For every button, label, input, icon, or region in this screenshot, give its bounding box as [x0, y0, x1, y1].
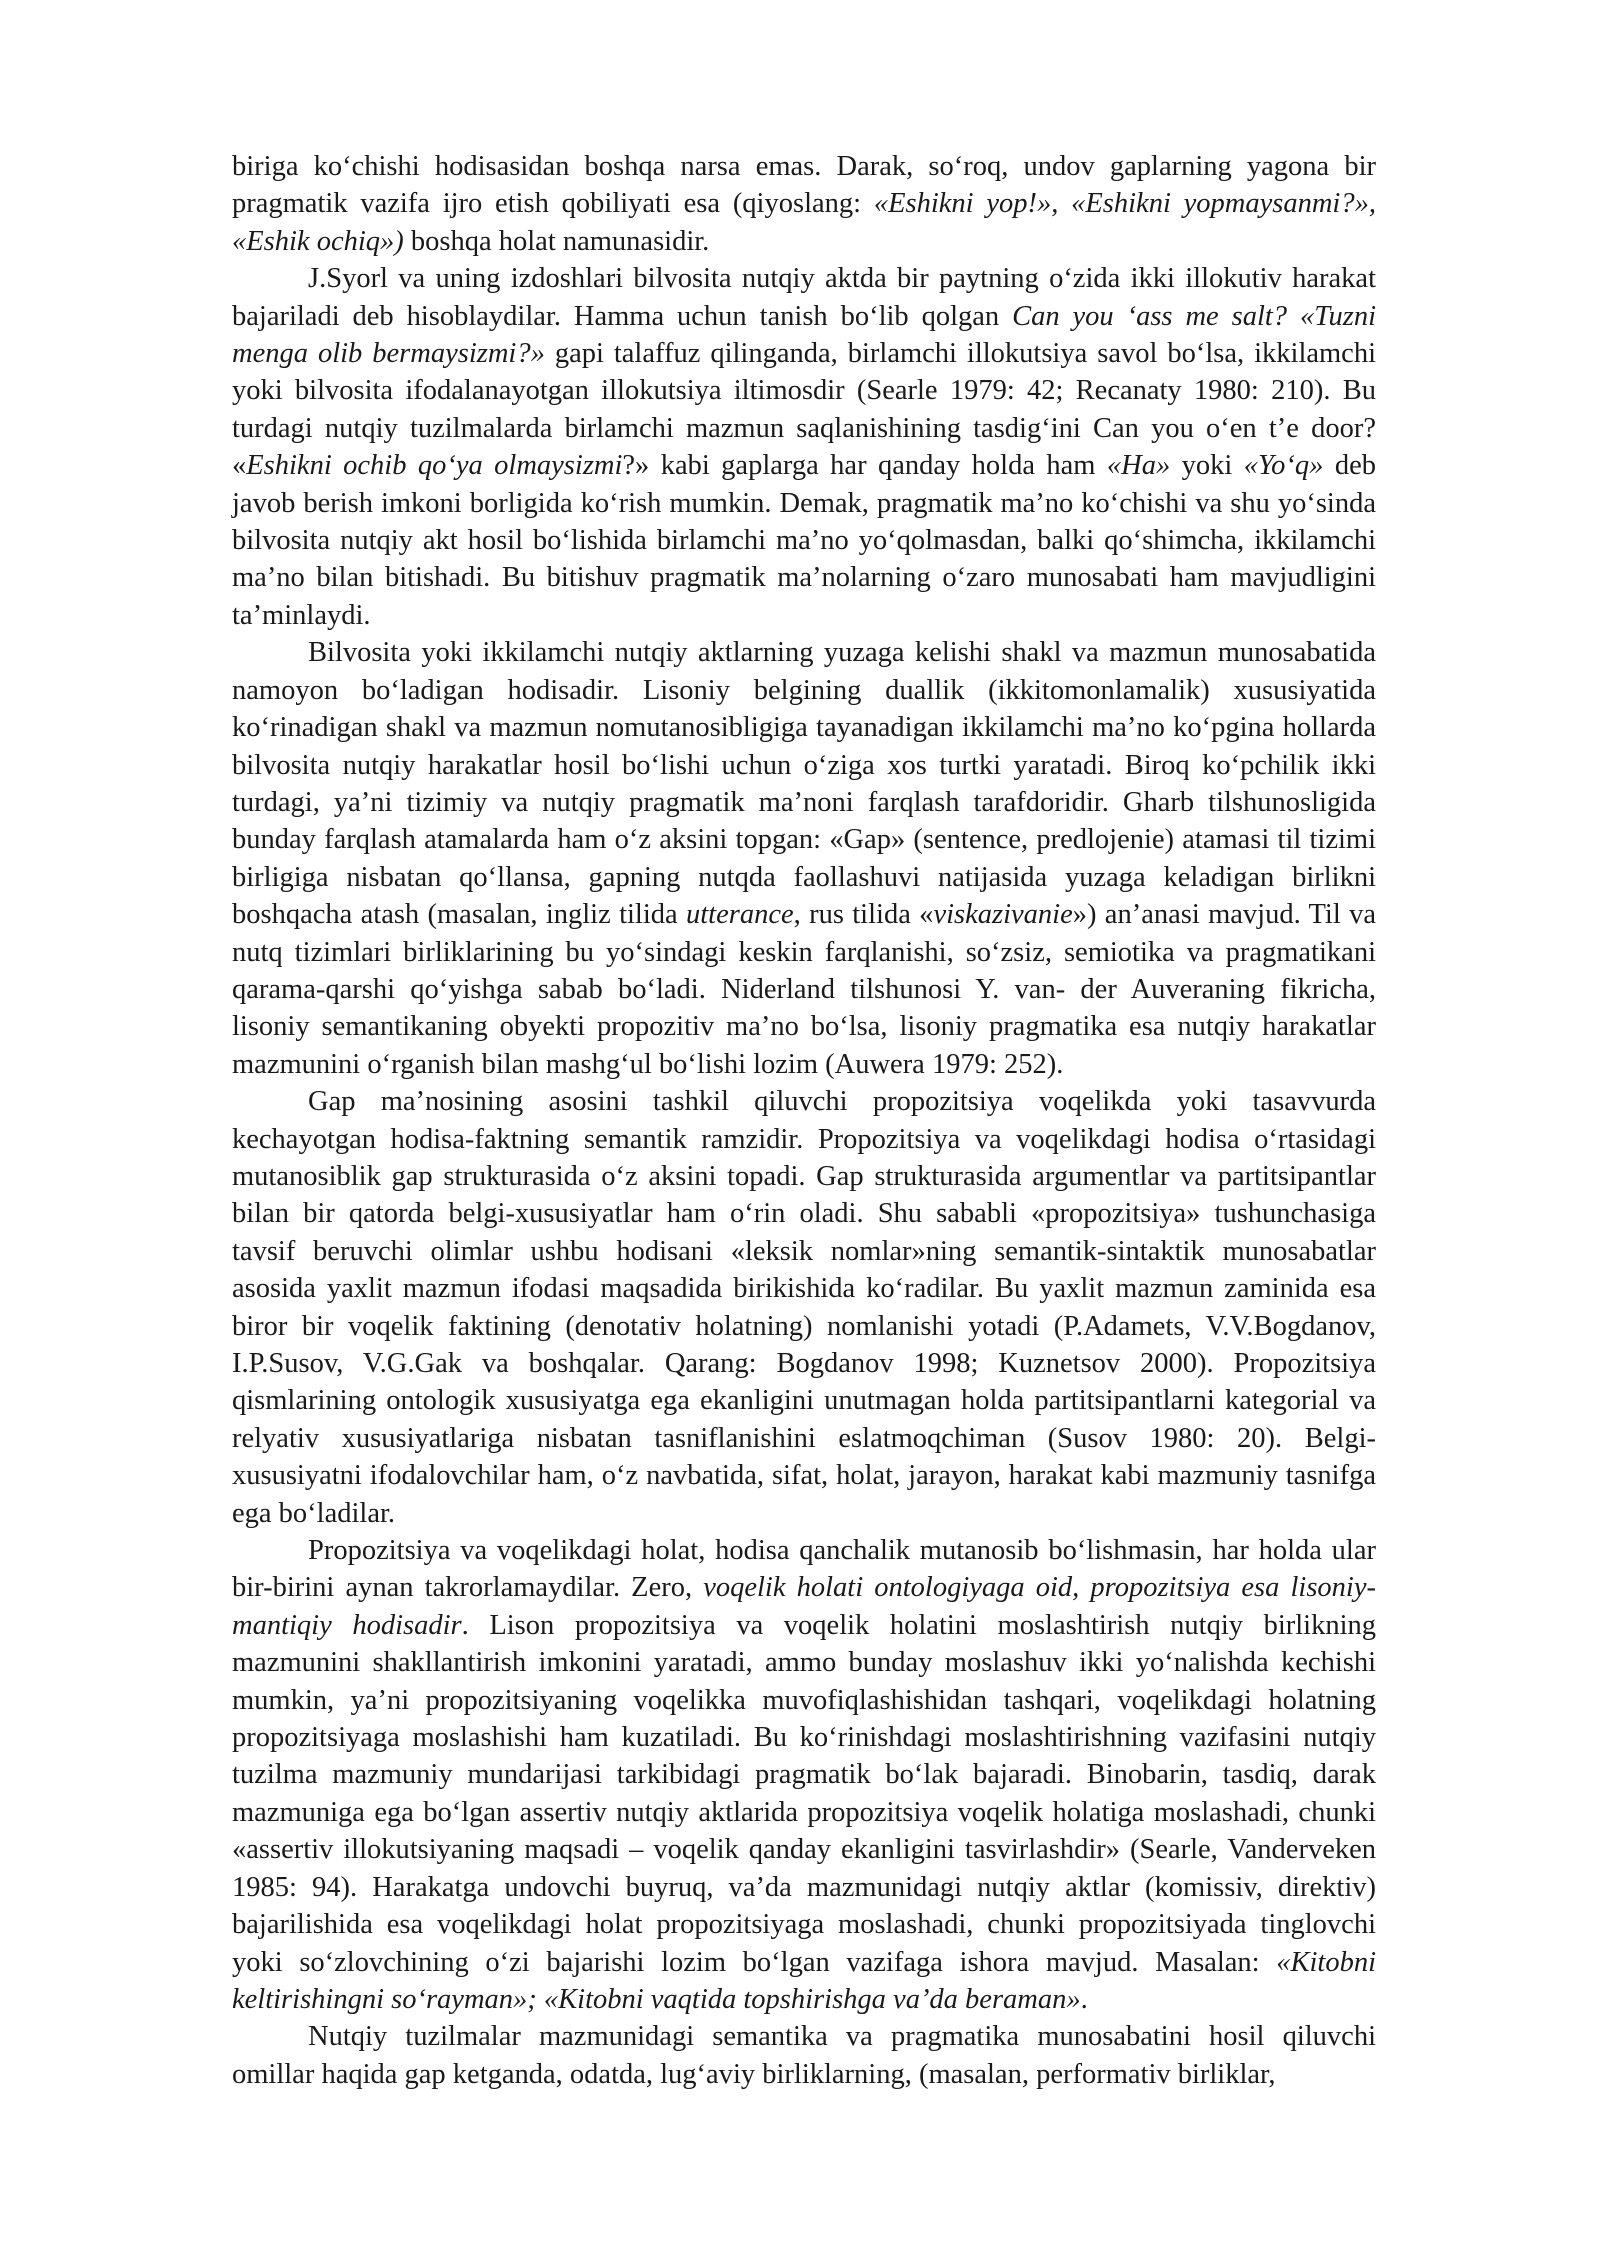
- paragraph-1: biriga ko‘chishi hodisasidan boshqa narsa emas. Darak, so‘roq, undov gaplarning yagona bir pragmatik vazifa ijro etish qobiliyati esa (qiyoslang: «Eshikni yop!», «Eshikni yopmaysanmi?», «Eshik ochiq») boshqa holat namunasidir.: [232, 151, 1376, 257]
- paragraph-4: Gap ma’nosining asosini tashkil qiluvchi propozitsiya voqelikda yoki tasavvurda kechayotgan hodisa-faktning semantik ramzidir. Propozitsiya va voqelikdagi hodisa o‘rtasidagi mutanosiblik gap strukturasida o‘z aksini topadi. Gap strukturasida argumentlar va partitsipantlar bilan bir qatorda belgi-xususiyatlar ham o‘rin oladi. Shu sababli «propozitsiya» tushunchasiga tavsif beruvchi olimlar ushbu hodisani «leksik nomlar»ning semantik-sintaktik munosabatlar asosida yaxlit mazmun ifodasi maqsadida birikishida ko‘radilar. Bu yaxlit mazmun zaminida esa biror bir voqelik faktining (denotativ holatning) nomlanishi yotadi (P.Adamets, V.V.Bogdanov, I.P.Susov, V.G.Gak va boshqalar. Qarang: Bogdanov 1998; Kuznetsov 2000). Propozitsiya qismlarining ontologik xususiyatga ega ekanligini unutmagan holda partitsipantlarni kategorial va relyativ xususiyatlariga nisbatan tasniflanishini eslatmoqchiman (Susov 1980: 20). Belgi-xususiyatni ifodalovchilar ham, o‘z navbatida, sifat, holat, jarayon, harakat kabi mazmuniy tasnifga ega bo‘ladilar.: [232, 1086, 1376, 1529]
- paragraph-5: Propozitsiya va voqelikdagi holat, hodisa qanchalik mutanosib bo‘lishmasin, har holda ular bir-birini aynan takrorlamaydilar. Zero, voqelik holati ontologiyaga oid, propozitsiya esa lisoniy-mantiqiy hodisadir. Lison propozitsiya va voqelik holatini moslashtirish nutqiy birlikning mazmunini shakllantirish imkonini yaratadi, ammo bunday moslashuv ikki yo‘nalishda kechishi mumkin, ya’ni propozitsiyaning voqelikka muvofiqlashishidan tashqari, voqelikdagi holatning propozitsiyaga moslashishi ham kuzatiladi. Bu ko‘rinishdagi moslashtirishning vazifasini nutqiy tuzilma mazmuniy mundarijasi tarkibidagi pragmatik bo‘lak bajaradi. Binobarin, tasdiq, darak mazmuniga ega bo‘lgan assertiv nutqiy aktlarida propozitsiya voqelik holatiga moslashadi, chunki «assertiv illokutsiyaning maqsadi – voqelik qanday ekanligini tasvirlashdir» (Searle, Vanderveken 1985: 94). Harakatga undovchi buyruq, va’da mazmunidagi nutqiy aktlar (komissiv, direktiv) bajarilishida esa voqelikdagi holat propozitsiyaga moslashadi, chunki propozitsiyada tinglovchi yoki so‘zlovchining o‘zi bajarishi lozim bo‘lgan vazifaga ishora mavjud. Masalan: «Kitobni keltirishingni so‘rayman»; «Kitobni vaqtida topshirishga va’da beraman».: [232, 1535, 1376, 2015]
- paragraph-6: Nutqiy tuzilmalar mazmunidagi semantika va pragmatika munosabatini hosil qiluvchi omillar haqida gap ketganda, odatda, lug‘aviy birliklarning, (masalan, performativ birliklar,: [232, 2021, 1376, 2090]
- paragraph-2: J.Syorl va uning izdoshlari bilvosita nutqiy aktda bir paytning o‘zida ikki illokutiv harakat bajariladi deb hisoblaydilar. Hamma uchun tanish bo‘lib qolgan Can you ‘ass me salt? «Tuzni menga olib bermaysizmi?» gapi talaffuz qilinganda, birlamchi illokutsiya savol bo‘lsa, ikkilamchi yoki bilvosita ifodalanayotgan illokutsiya iltimosdir (Searle 1979: 42; Recanaty 1980: 210). Bu turdagi nutqiy tuzilmalarda birlamchi mazmun saqlanishining tasdig‘ini Can you o‘en t’e door? «Eshikni ochib qo‘ya olmaysizmi?» kabi gaplarga har qanday holda ham «Ha» yoki «Yo‘q» deb javob berish imkoni borligida ko‘rish mumkin. Demak, pragmatik ma’no ko‘chishi va shu yo‘sinda bilvosita nutqiy akt hosil bo‘lishida birlamchi ma’no yo‘qolmasdan, balki qo‘shimcha, ikkilamchi ma’no bilan bitishadi. Bu bitishuv pragmatik ma’nolarning o‘zaro munosabati ham mavjudligini ta’minlaydi.: [232, 263, 1376, 631]
- document-page: [232, 148, 1376, 2093]
- paragraph-3: Bilvosita yoki ikkilamchi nutqiy aktlarning yuzaga kelishi shakl va mazmun munosabatida namoyon bo‘ladigan hodisadir. Lisoniy belgining duallik (ikkitomonlamalik) xususiyatida ko‘rinadigan shakl va mazmun nomutanosibligiga tayanadigan ikkilamchi ma’no ko‘pgina hollarda bilvosita nutqiy harakatlar hosil bo‘lishi uchun o‘ziga xos turtki yaratadi. Biroq ko‘pchilik ikki turdagi, ya’ni tizimiy va nutqiy pragmatik ma’noni farqlash tarafdoridir. Gharb tilshunosligida bunday farqlash atamalarda ham o‘z aksini topgan: «Gap» (sentence, predlojenie) atamasi til tizimi birligiga nisbatan qo‘llansa, gapning nutqda faollashuvi natijasida yuzaga keladigan birlikni boshqacha atash (masalan, ingliz tilida utterance, rus tilida «viskazivanie») an’anasi mavjud. Til va nutq tizimlari birliklarining bu yo‘sindagi keskin farqlanishi, so‘zsiz, semiotika va pragmatikani qarama-qarshi qo‘yishga sabab bo‘ladi. Niderland tilshunosi Y. van- der Auveraning fikricha, lisoniy semantikaning obyekti propozitiv ma’no bo‘lsa, lisoniy pragmatika esa nutqiy harakatlar mazmunini o‘rganish bilan mashg‘ul bo‘lishi lozim (Auwera 1979: 252).: [232, 637, 1377, 1080]
